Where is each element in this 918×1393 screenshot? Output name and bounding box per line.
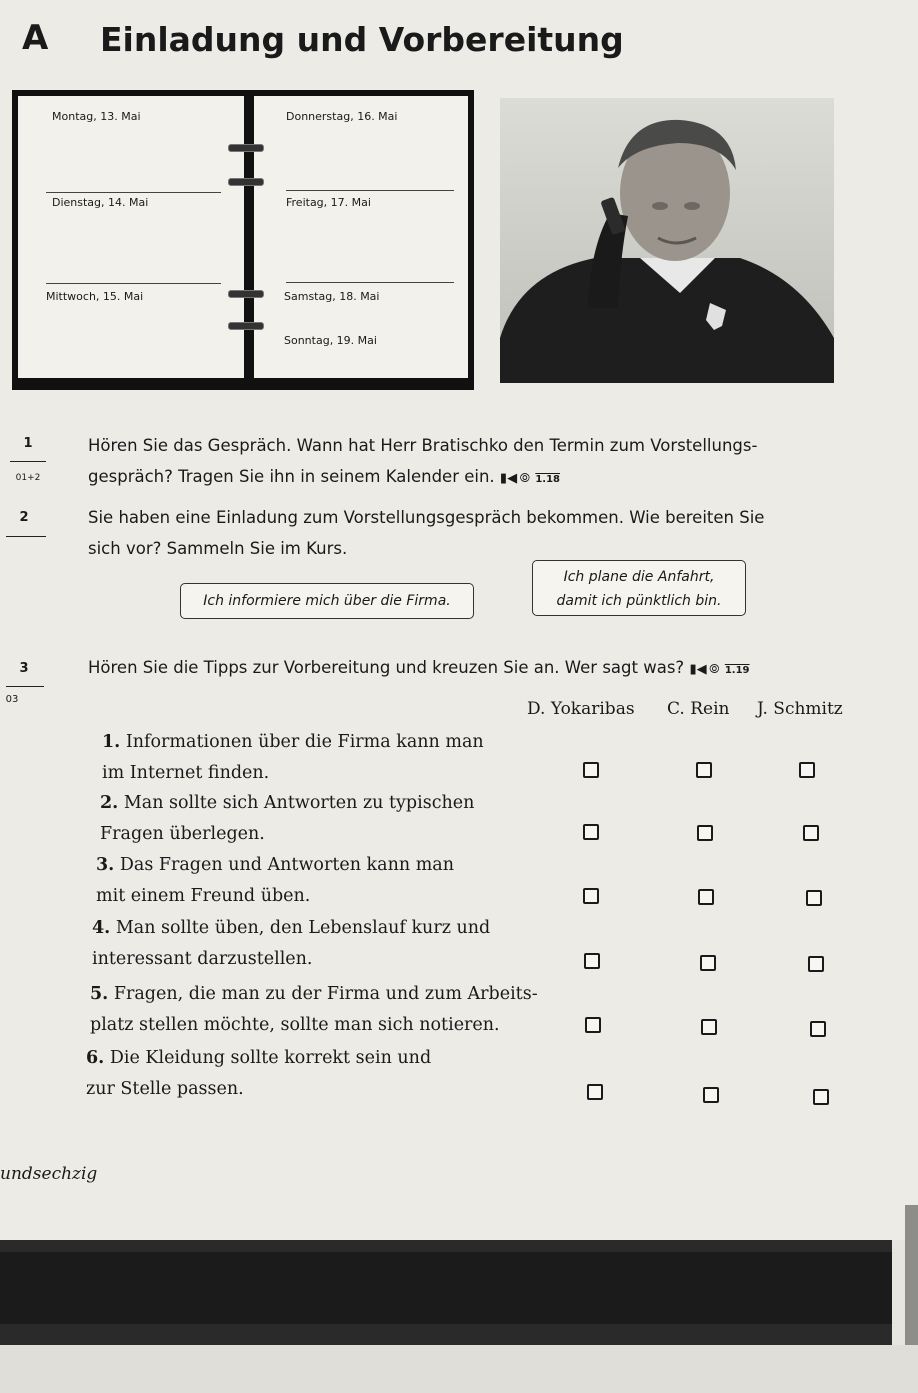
statement-line: Fragen überlegen. [100, 824, 265, 844]
statement-line [100, 788, 474, 819]
calendar-day: Mittwoch, 15. Mai [46, 290, 144, 303]
task-line [88, 461, 757, 495]
checkbox[interactable] [813, 1089, 829, 1105]
checkbox[interactable] [584, 953, 600, 969]
statement-line: zur Stelle passen. [86, 1079, 244, 1099]
underlying-paper [0, 1345, 918, 1393]
task-number-divider [10, 461, 46, 462]
checkbox[interactable] [810, 1021, 826, 1037]
calendar-divider [286, 190, 454, 191]
task-line-text: Hören Sie die Tipps zur Vorbereitung und kreuzen Sie an. Wer sagt was? [88, 658, 685, 677]
statement-text: Man sollte sich Antworten zu typischen [123, 793, 475, 813]
task-number-divider [6, 536, 46, 537]
binder-ring-icon [228, 322, 264, 330]
statement [90, 979, 538, 1041]
checkbox[interactable] [583, 762, 599, 778]
statement-line: platz stellen möchte, sollte man sich notieren. [90, 1015, 500, 1035]
binder-ring-icon [228, 178, 264, 186]
statement-line [96, 850, 454, 881]
statement [92, 913, 490, 975]
speech-bubble: Ich informiere mich über die Firma. [180, 583, 474, 619]
table-shadow [0, 1252, 892, 1324]
statement-number: 5. [90, 984, 109, 1004]
calendar-day: Dienstag, 14. Mai [52, 196, 149, 209]
statement-line [86, 1043, 431, 1074]
task-number: 3 [19, 661, 29, 676]
task-line: Sie haben eine Einladung zum Vorstellungsgespräch bekommen. Wie bereiten Sie [88, 508, 765, 527]
speaker-icon[interactable]: ▮◀ ⦾ [499, 471, 531, 486]
checkbox[interactable] [587, 1084, 603, 1100]
statement-line: mit einem Freund üben. [96, 886, 311, 906]
bubble-line: damit ich pünktlich bin. [556, 593, 722, 609]
statement-number: 2. [100, 793, 119, 813]
task-instruction [88, 652, 750, 686]
statement [96, 850, 454, 912]
task-line-text: gespräch? Tragen Sie ihn in seinem Kalender ein. [88, 467, 495, 486]
statement-line [102, 727, 484, 758]
calendar-day: Donnerstag, 16. Mai [286, 110, 398, 123]
calendar-day: Sonntag, 19. Mai [284, 334, 377, 347]
checkbox[interactable] [696, 762, 712, 778]
checkbox[interactable] [583, 888, 599, 904]
statement-text: Man sollte üben, den Lebenslauf kurz und [115, 918, 491, 938]
binder-ring-icon [228, 290, 264, 298]
checkbox[interactable] [803, 825, 819, 841]
statement-number: 4. [92, 918, 111, 938]
statement [102, 727, 484, 789]
speech-bubble [532, 560, 746, 616]
calendar-illustration [12, 90, 474, 390]
task-number-divider [6, 686, 44, 687]
calendar-day: Freitag, 17. Mai [286, 196, 371, 209]
statement-text: Informationen über die Firma kann man [125, 732, 484, 752]
task-track-ref: 01+2 [15, 473, 41, 483]
statement-line [92, 913, 490, 944]
bubble-line: Ich plane die Anfahrt, [563, 569, 715, 585]
calendar-left-page [18, 96, 244, 378]
page-number-word: undsechzig [0, 1164, 98, 1184]
task-number: 1 [23, 436, 33, 451]
statement-line: interessant darzustellen. [92, 949, 313, 969]
task-line: Hören Sie das Gespräch. Wann hat Herr Bratischko den Termin zum Vorstellungs- [88, 436, 758, 455]
page-edge [905, 1205, 918, 1345]
task-instruction [88, 430, 757, 495]
audio-track-number: 1.18 [535, 474, 561, 485]
calendar-right-page [254, 96, 468, 378]
statement-number: 6. [86, 1048, 105, 1068]
checkbox[interactable] [808, 956, 824, 972]
column-header: D. Yokaribas [527, 699, 635, 719]
statement-number: 3. [96, 855, 115, 875]
task-instruction [88, 502, 764, 564]
calendar-day: Samstag, 18. Mai [284, 290, 380, 303]
calendar-divider [46, 192, 221, 193]
speaker-icon[interactable]: ▮◀ ⦾ [689, 662, 720, 677]
statement-text: Die Kleidung sollte korrekt sein und [109, 1048, 432, 1068]
checkbox[interactable] [806, 890, 822, 906]
task-line: sich vor? Sammeln Sie im Kurs. [88, 539, 348, 558]
section-letter: A [22, 18, 49, 58]
checkbox[interactable] [701, 1019, 717, 1035]
statement [100, 788, 474, 850]
column-header: C. Rein [667, 699, 730, 719]
statement-line: im Internet finden. [102, 763, 270, 783]
statement [86, 1043, 431, 1105]
statement-text: Das Fragen und Antworten kann man [119, 855, 454, 875]
checkbox[interactable] [583, 824, 599, 840]
checkbox[interactable] [698, 889, 714, 905]
calendar-divider [286, 282, 454, 283]
checkbox[interactable] [585, 1017, 601, 1033]
binder-ring-icon [228, 144, 264, 152]
checkbox[interactable] [703, 1087, 719, 1103]
calendar-day: Montag, 13. Mai [52, 110, 141, 123]
statement-line [90, 979, 538, 1010]
calendar-divider [46, 283, 221, 284]
checkbox[interactable] [799, 762, 815, 778]
checkbox[interactable] [700, 955, 716, 971]
column-header: J. Schmitz [757, 699, 843, 719]
statement-number: 1. [102, 732, 121, 752]
audio-track-number: 1.19 [724, 665, 750, 676]
statement-text: Fragen, die man zu der Firma und zum Arbeits- [113, 984, 538, 1004]
section-title: Einladung und Vorbereitung [100, 20, 624, 59]
man-on-phone-photo [500, 98, 834, 383]
task-number: 2 [19, 510, 29, 525]
checkbox[interactable] [697, 825, 713, 841]
task-track-ref: 03 [5, 694, 19, 705]
